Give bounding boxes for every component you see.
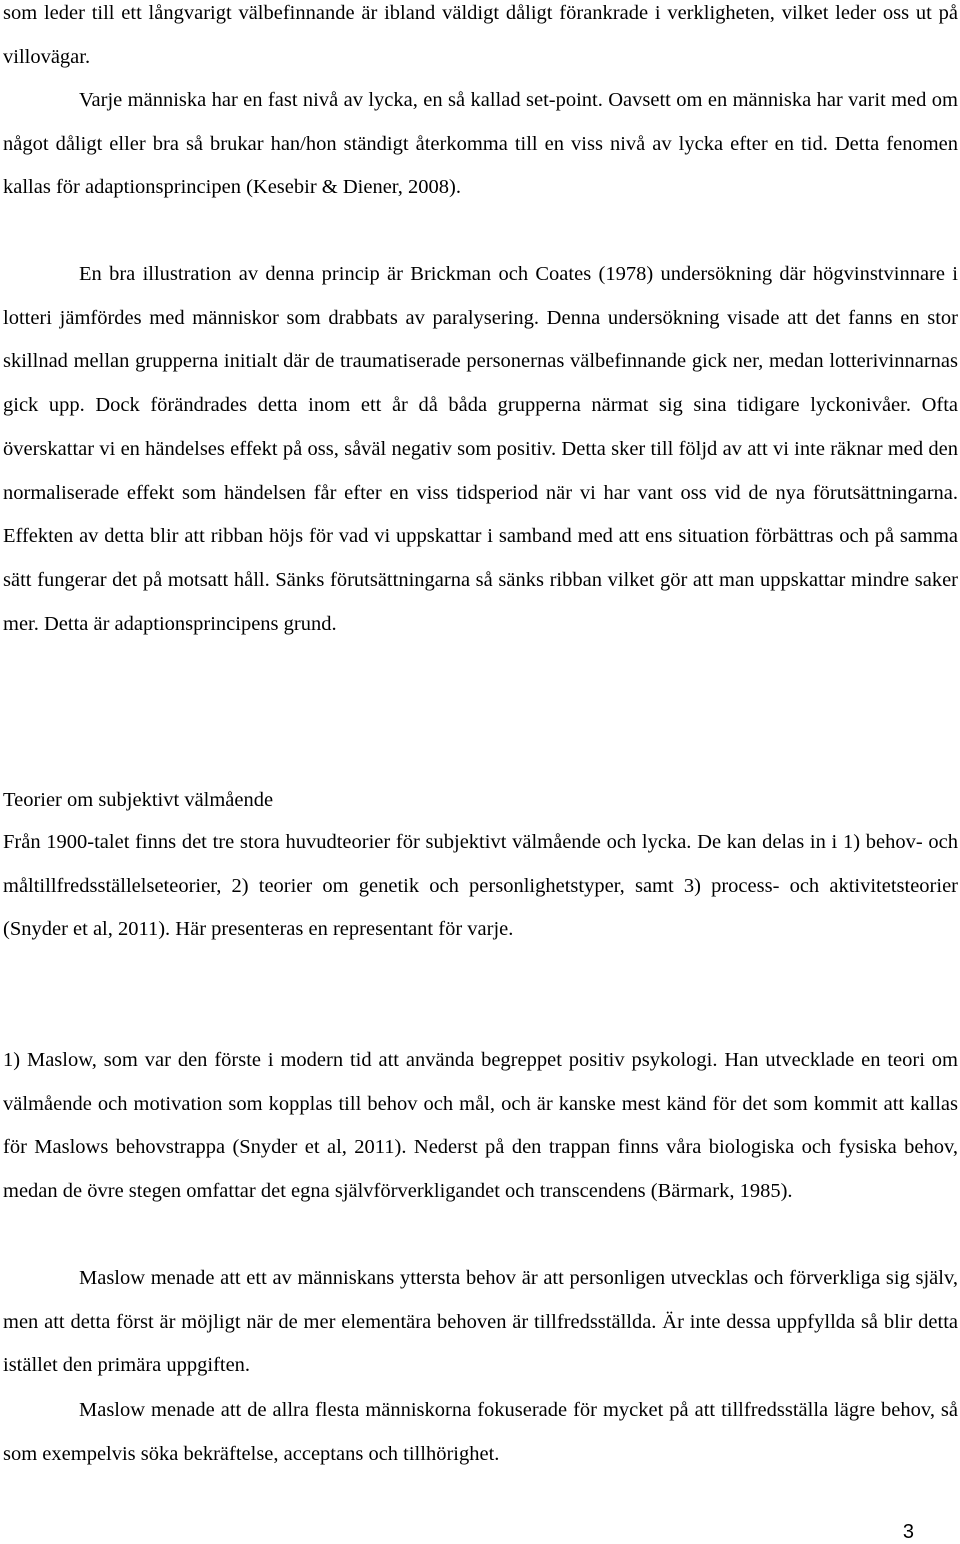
paragraph-brickman-coates: En bra illustration av denna princip är Brickman och Coates (1978) undersökning där högvinstvinnare i lotteri jämfördes med människor som drabbats av paralysering. Denna undersökning visade att det fanns en stor skillnad mellan grupperna initialt där de traumatiserade personernas välbefinnande gick ner, medan lotterivinnarnas gick upp. Dock förändrades detta inom ett år då båda grupperna närmat sig sina tidigare lyckonivåer. Ofta överskattar vi en händelses effekt på oss, såväl negativ som positiv. Detta sker till följd av att vi inte räknar med den normaliserade effekt som händelsen får efter en viss tidsperiod när vi har vant oss vid de nya förutsättningarna. Effekten av detta blir att ribban höjs för vad vi uppskattar i samband med att ens situation förbättras och på samma sätt fungerar det på motsatt håll. Sänks förutsättningarna så sänks ribban vilket gör att man uppskattar mindre saker mer. Detta är adaptionsprincipens grund. <box>3 263 958 635</box>
paragraph-main-theories: Från 1900-talet finns det tre stora huvudteorier för subjektivt välmående och lycka. De kan delas in i 1) behov- och måltillfredsställelseteorier, 2) teorier om genetik och personlighetstyper, samt 3) process- och aktivitetsteorier (Snyder et al, 2011). Här presenteras en representant för varje. <box>3 831 958 941</box>
paragraph-continuation: som leder till ett långvarigt välbefinnande är ibland väldigt dåligt förankrade i verkligheten, vilket leder oss ut på villovägar. <box>3 2 958 68</box>
page-number: 3 <box>902 1521 914 1543</box>
section-heading: Teorier om subjektivt välmående <box>3 789 274 811</box>
paragraph-maslow-lower-needs: Maslow menade att de allra flesta människorna fokuserade för mycket på att tillfredsställa lägre behov, så som exempelvis söka bekräftelse, acceptans och tillhörighet. <box>3 1399 958 1465</box>
paragraph-maslow-needs: Maslow menade att ett av människans yttersta behov är att personligen utvecklas och förverkliga sig själv, men att detta först är möjligt när de mer elementära behoven är tillfredsställda. Är inte dessa uppfyllda så blir detta istället den primära uppgiften. <box>3 1267 958 1377</box>
paragraph-set-point: Varje människa har en fast nivå av lycka, en så kallad set-point. Oavsett om en människa har varit med om något dåligt eller bra så brukar han/hon ständigt återkomma till en viss nivå av lycka efter en tid. Detta fenomen kallas för adaptionsprincipen (Kesebir & Diener, 2008). <box>3 89 958 199</box>
paragraph-maslow-intro: 1) Maslow, som var den förste i modern tid att använda begreppet positiv psykologi. Han utvecklade en teori om välmående och motivation som kopplas till behov och mål, och är kanske mest känd för det som kommit att kallas för Maslows behovstrappa (Snyder et al, 2011). Nederst på den trappan finns våra biologiska och fysiska behov, medan de övre stegen omfattar det egna självförverkligandet och transcendens (Bärmark, 1985). <box>3 1049 958 1203</box>
